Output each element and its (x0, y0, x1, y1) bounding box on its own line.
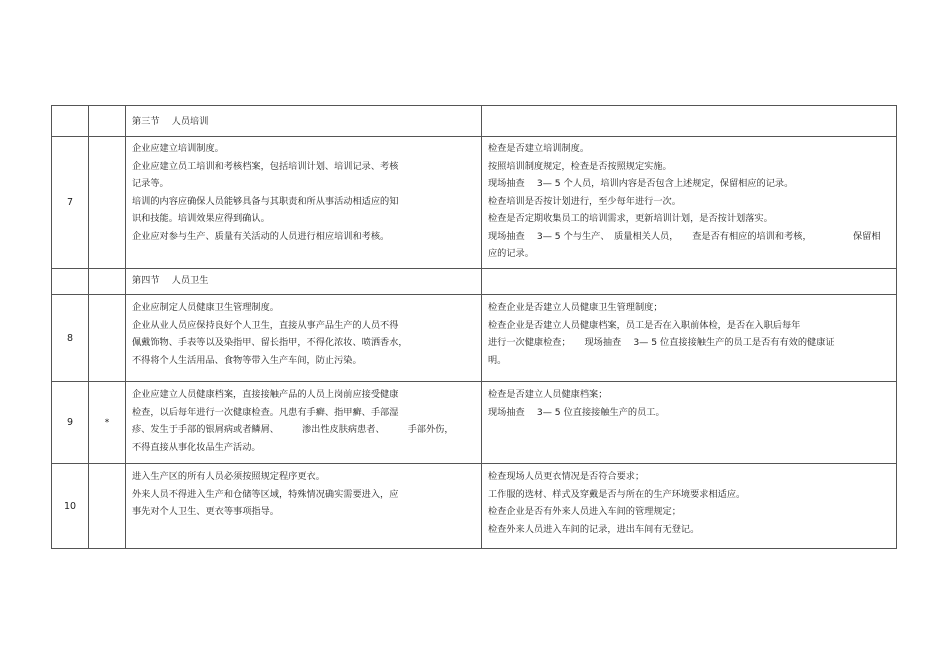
check-cell (482, 106, 897, 137)
check-method-cell (482, 295, 897, 382)
check-cell (482, 269, 897, 295)
check-line: 检查企业是否有外来人员进入车间的管理规定； (488, 506, 681, 517)
check-line: 应的记录。 (488, 248, 534, 259)
check-line: 检查是否建立人员健康档案； (488, 389, 608, 400)
key-item-mark (89, 295, 126, 382)
check-line: 检查企业是否建立人员健康卫生管理制度； (488, 302, 663, 313)
check-line: 检查培训是否按计划进行，至少每年进行一次。 (488, 195, 681, 207)
item-number: 9 (52, 382, 89, 464)
section-title: 第三节 人员培训 (132, 116, 209, 127)
check-method-cell (482, 137, 897, 269)
requirement-cell (126, 382, 482, 464)
check-line: 现场抽查 3— 5 个人员，培训内容是否包含上述规定，保留相应的记录。 (488, 178, 794, 189)
requirement-cell (126, 295, 482, 382)
section-row (52, 106, 897, 137)
item-number: 8 (52, 295, 89, 382)
table-row (52, 382, 897, 464)
key-item-mark: * (89, 382, 126, 464)
check-method-cell (482, 464, 897, 549)
check-line: 检查企业是否建立人员健康档案，员工是否在入职前体检，是否在入职后每年 (488, 319, 801, 331)
item-number: 10 (52, 464, 89, 549)
table-row (52, 295, 897, 382)
check-line: 进行一次健康检查； 现场抽查 3— 5 位直接接触生产的员工是否有有效的健康证 (488, 337, 835, 348)
item-number: 7 (52, 137, 89, 269)
requirement-line: 佩戴饰物、手表等以及染指甲、留长指甲，不得化浓妆、喷洒香水， (132, 337, 408, 348)
number-cell (52, 106, 89, 137)
requirement-line: 事先对个人卫生、更衣等事项指导。 (132, 506, 279, 517)
requirement-line: 识和技能。培训效果应得到确认。 (132, 213, 270, 224)
requirement-line: 记录等。 (132, 178, 169, 189)
section-title-cell (126, 106, 482, 137)
key-item-mark (89, 464, 126, 549)
number-cell (52, 269, 89, 295)
requirement-line: 外来人员不得进入生产和仓储等区域，特殊情况确实需要进入，应 (132, 488, 399, 500)
requirement-line: 不得将个人生活用品、食物等带入生产车间，防止污染。 (132, 354, 362, 366)
inspection-table (51, 105, 897, 549)
mark-cell (89, 106, 126, 137)
section-row (52, 269, 897, 295)
check-line: 按照培训制度规定，检查是否按照规定实施。 (488, 160, 672, 172)
table-row (52, 464, 897, 549)
requirement-cell (126, 464, 482, 549)
requirement-line: 进入生产区的所有人员必须按照规定程序更衣。 (132, 471, 325, 482)
requirement-line: 企业应建立员工培训和考核档案，包括培训计划、培训记录、考核 (132, 160, 399, 172)
check-method-cell (482, 382, 897, 464)
section-title-cell (126, 269, 482, 295)
table-row (52, 137, 897, 269)
check-line: 检查是否建立培训制度。 (488, 143, 590, 154)
check-line: 工作服的选材、样式及穿戴是否与所在的生产环境要求相适应。 (488, 488, 746, 500)
requirement-line: 企业从业人员应保持良好个人卫生，直接从事产品生产的人员不得 (132, 319, 399, 331)
check-line: 检查现场人员更衣情况是否符合要求； (488, 471, 645, 482)
requirement-line: 不得直接从事化妆品生产活动。 (132, 441, 261, 453)
requirement-line: 企业应制定人员健康卫生管理制度。 (132, 302, 279, 313)
requirement-line: 疹、发生于手部的银屑病或者鳞屑、 渗出性皮肤病患者、 手部外伤， (132, 424, 454, 435)
requirement-line: 企业应建立培训制度。 (132, 143, 224, 154)
check-line: 明。 (488, 354, 507, 366)
requirement-cell (126, 137, 482, 269)
section-title: 第四节 人员卫生 (132, 275, 209, 286)
key-item-mark (89, 137, 126, 269)
check-line: 检查是否定期收集员工的培训需求，更新培训计划，是否按计划落实。 (488, 213, 773, 224)
requirement-line: 检查，以后每年进行一次健康检查。凡患有手癣、指甲癣、手部湿 (132, 406, 399, 418)
check-line: 检查外来人员进入车间的记录，进出车间有无登记。 (488, 523, 700, 535)
check-line: 现场抽查 3— 5 位直接接触生产的员工。 (488, 406, 665, 418)
requirement-line: 企业应对参与生产、质量有关活动的人员进行相应培训和考核。 (132, 230, 390, 242)
mark-cell (89, 269, 126, 295)
requirement-line: 企业应建立人员健康档案，直接接触产品的人员上岗前应接受健康 (132, 389, 399, 400)
requirement-line: 培训的内容应确保人员能够具备与其职责和所从事活动相适应的知 (132, 195, 399, 207)
check-line: 现场抽查 3— 5 个与生产、 质量相关人员， 查是否有相应的培训和考核， 保留相 (488, 230, 881, 242)
